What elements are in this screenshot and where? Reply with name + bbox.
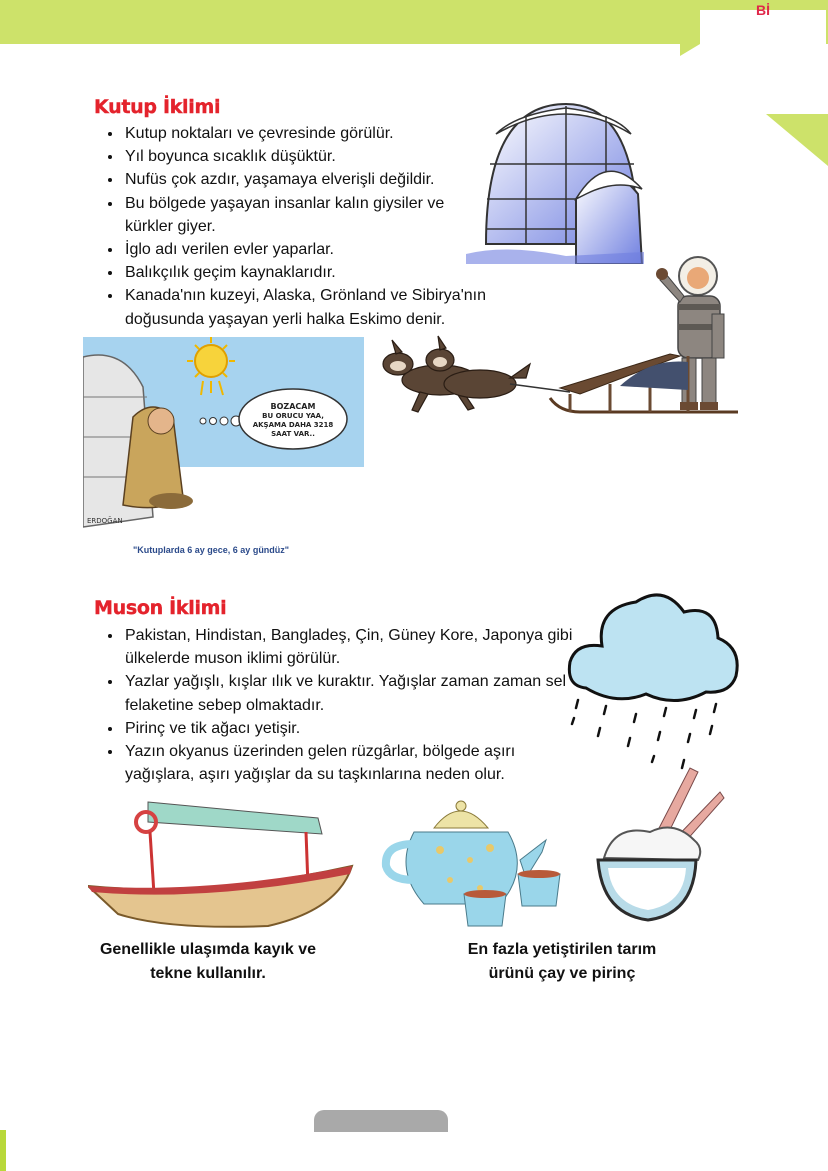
cartoon-signature: ERDOĞAN	[87, 517, 123, 525]
dog-sled-illustration	[370, 334, 738, 416]
bottom-page-tab	[314, 1110, 448, 1132]
kutup-bullet: • Balıkçılık geçim kaynaklarıdır.	[123, 261, 543, 284]
crop-caption	[450, 938, 674, 986]
bubble-line: SAAT VAR..	[271, 430, 315, 438]
boat-illustration	[88, 798, 356, 932]
banner-notch	[680, 44, 700, 56]
muson-bullet: • Pirinç ve tik ağacı yetişir.	[123, 717, 593, 740]
kutup-bullet: • Kanada'nın kuzeyi, Alaska, Grönland ve Sibirya'nın doğusunda yaşayan yerli halka Eskimo denir.	[123, 284, 543, 330]
kutup-bullet: • Nufüs çok azdır, yaşamaya elverişli değildir.	[123, 168, 543, 191]
boat-caption-line: Genellikle ulaşımda kayık ve	[99, 941, 317, 958]
corner-triangle	[766, 114, 828, 166]
left-accent-bar	[0, 1130, 6, 1171]
muson-bullet: • Yazlar yağışlı, kışlar ılık ve kuraktır. Yağışlar zaman zaman sel felaketine sebep olmaktadır.	[123, 670, 593, 716]
crop-caption-line: En fazla yetiştirilen tarım	[467, 941, 657, 958]
muson-heading: Muson İklimi	[94, 597, 227, 619]
teapot-illustration	[380, 800, 566, 928]
kutup-bullet: • Bu bölgede yaşayan insanlar kalın giysiler ve kürkler giyer.	[123, 192, 495, 238]
muson-bullet: • Yazın okyanus üzerinden gelen rüzgârlar, bölgede aşırı yağışlara, aşırı yağışlar da su taşkınlarına neden olur.	[123, 740, 565, 786]
igloo-illustration	[466, 94, 644, 264]
rain-cloud-icon	[566, 588, 742, 784]
corner-mark: Bİ	[756, 2, 770, 18]
boat-caption	[86, 938, 330, 986]
cartoon-caption: "Kutuplarda 6 ay gece, 6 ay gündüz"	[133, 545, 290, 555]
boat-caption-line: tekne kullanılır.	[150, 965, 266, 982]
rice-bowl-illustration	[594, 764, 726, 924]
kutup-bullet: • Kutup noktaları ve çevresinde görülür.	[123, 122, 543, 145]
muson-bullet: • Pakistan, Hindistan, Bangladeş, Çin, Güney Kore, Japonya gibi ülkelerde muson iklimi görülür.	[123, 624, 593, 670]
bubble-line: BU ORUCU YAA,	[262, 412, 324, 420]
kutup-heading: Kutup İklimi	[94, 96, 221, 118]
bubble-line: AKŞAMA DAHA 3218	[252, 421, 334, 429]
crop-caption-line: ürünü çay ve pirinç	[488, 965, 636, 982]
kutup-bullet: • İglo adı verilen evler yaparlar.	[123, 238, 543, 261]
kutup-bullet: • Yıl boyunca sıcaklık düşüktür.	[123, 145, 543, 168]
muson-bullet-list	[97, 624, 593, 786]
eskimo-cartoon	[83, 337, 364, 530]
corner-tab	[700, 10, 826, 114]
bubble-line: BOZACAM	[270, 402, 316, 411]
